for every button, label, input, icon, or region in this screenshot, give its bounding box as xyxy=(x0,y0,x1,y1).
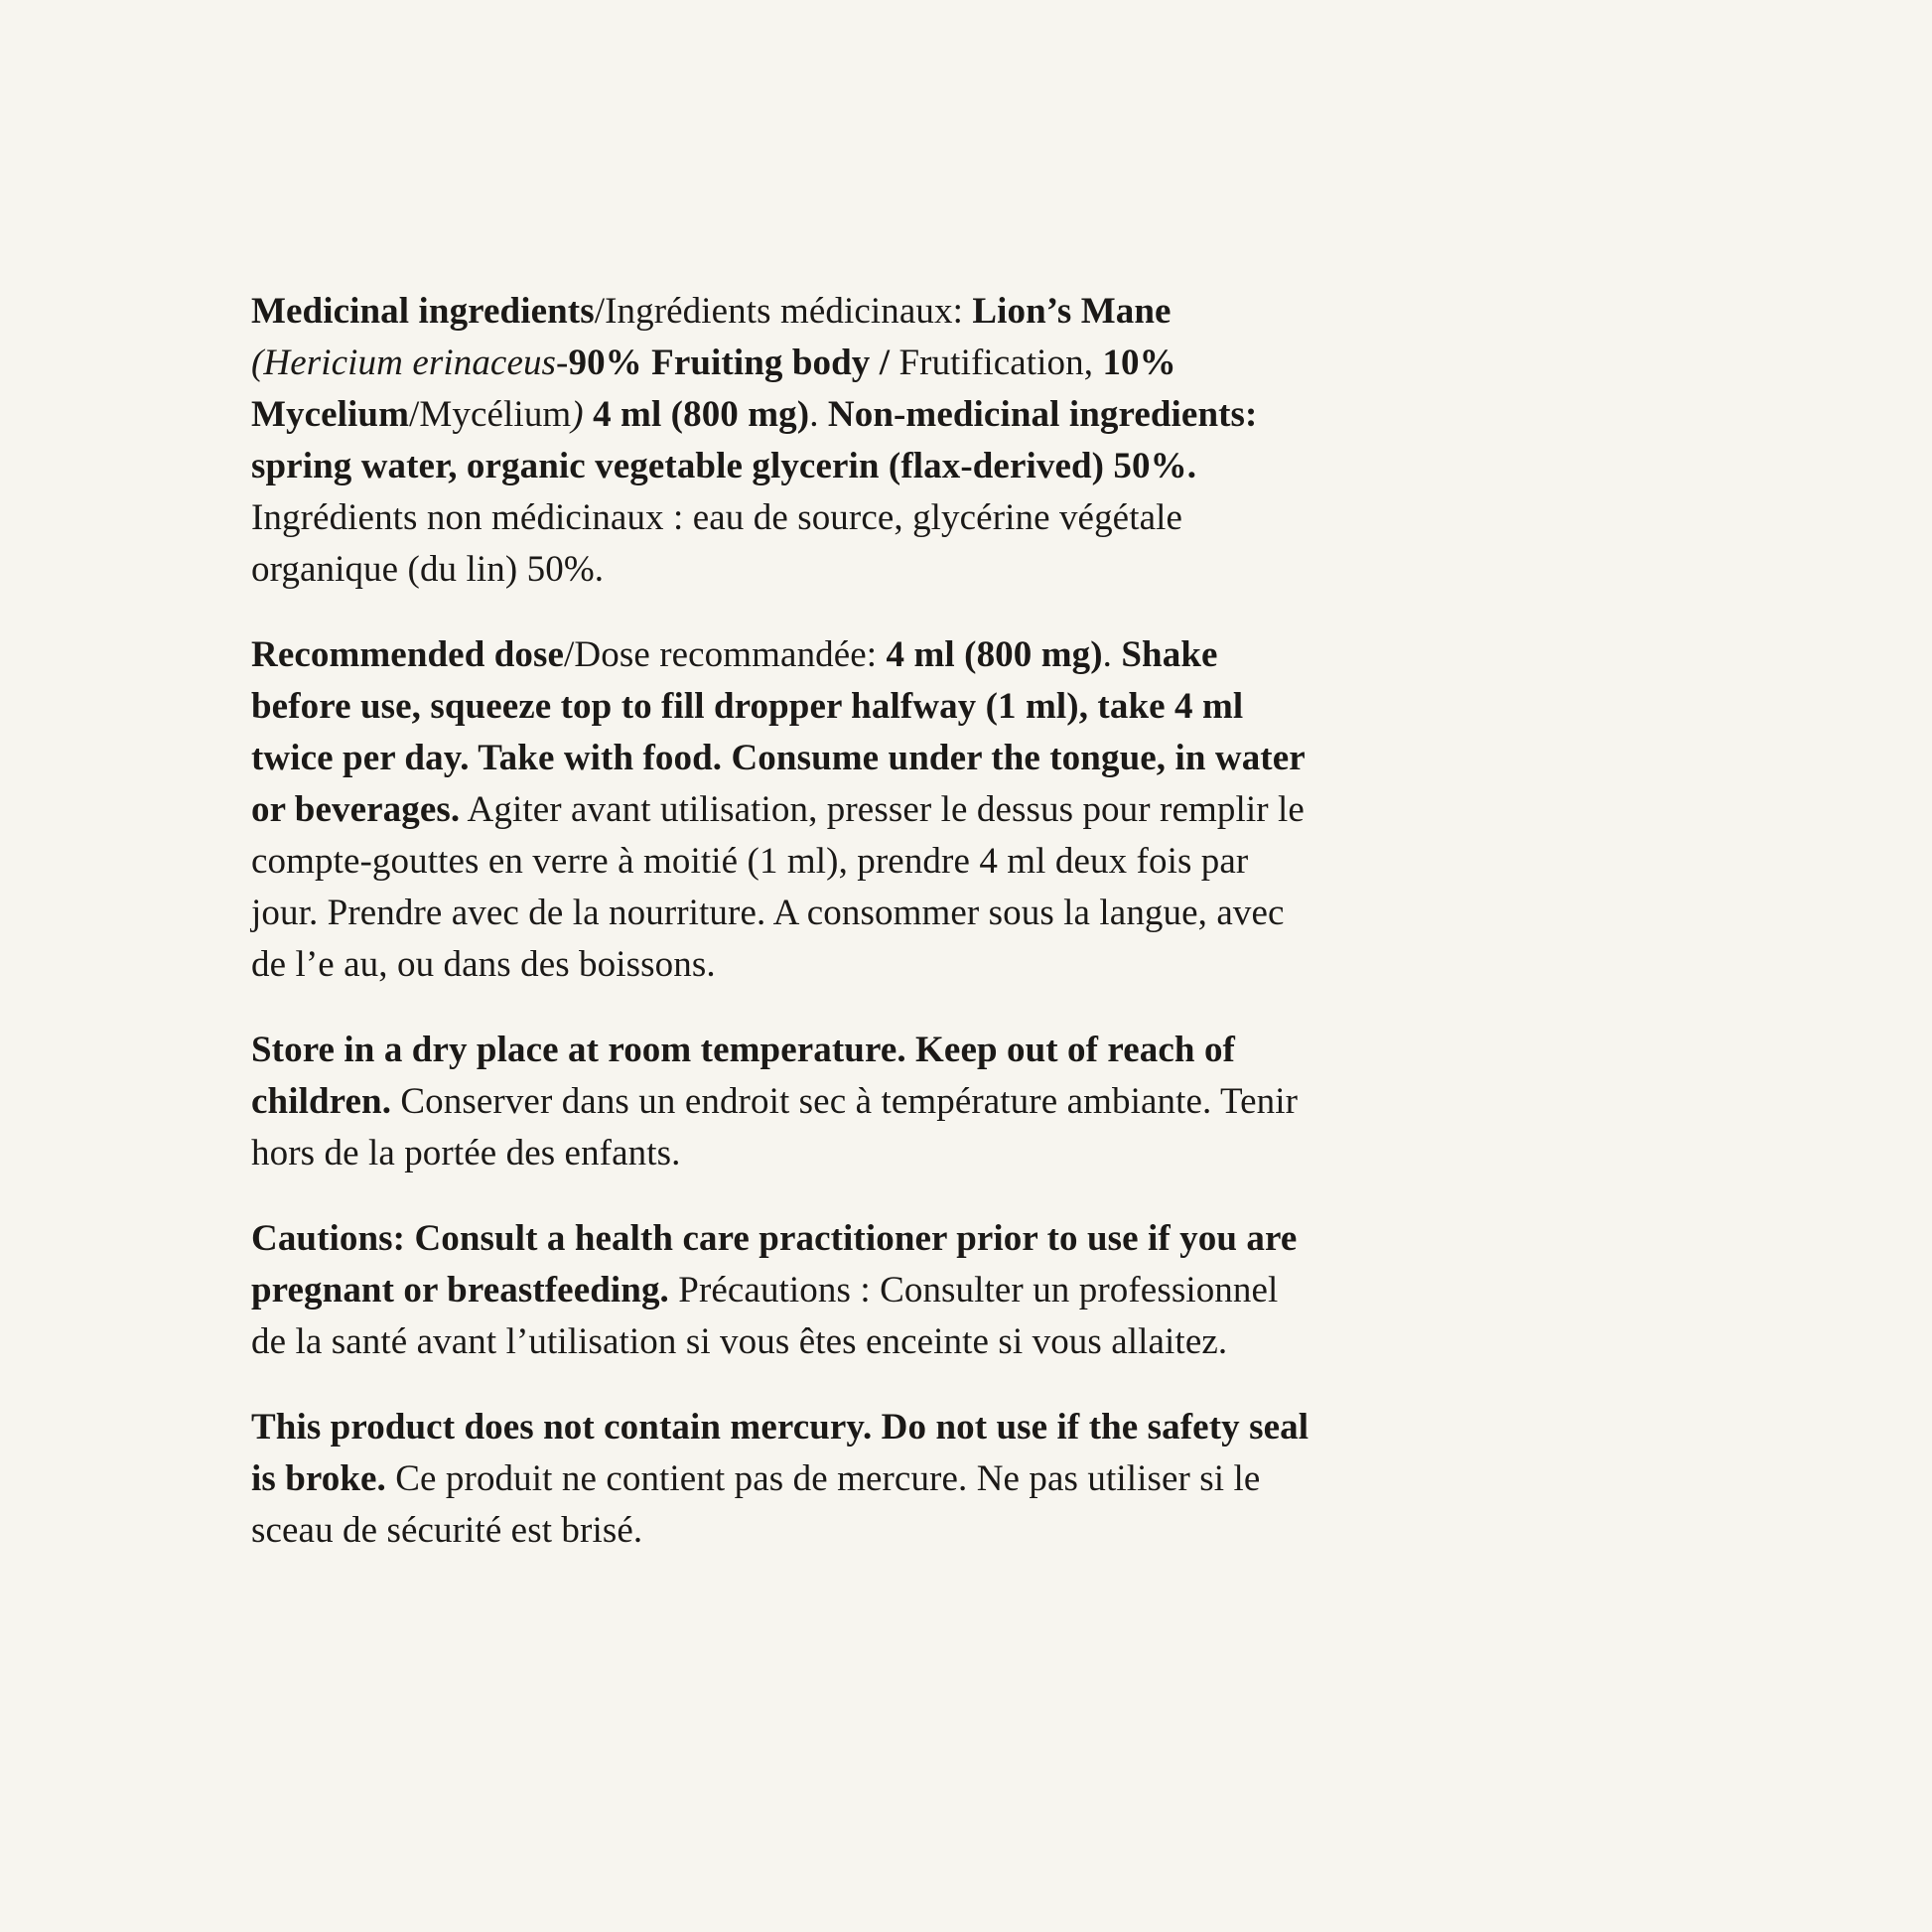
text-segment: 90% Fruiting body / xyxy=(568,343,899,383)
text-segment: /Dose recommandée: xyxy=(564,634,887,675)
text-segment: Lion’s Mane xyxy=(972,291,1172,332)
text-segment: Ce produit ne contient pas de mercure. Ne pas utiliser si le sceau de sécurité est brisé. xyxy=(251,1458,1261,1551)
text-segment: Non-medicinal ingredients: spring water, organic vegetable glycerin (flax-derived) 50%. xyxy=(251,394,1258,486)
text-segment: Ingrédients non médicinaux : eau de source, glycérine végétale organique (du lin) 50%. xyxy=(251,497,1183,590)
text-segment: Précautions : Consulter un professionnel de la santé avant l’utilisation si vous êtes enceinte si vous allaitez. xyxy=(251,1270,1279,1362)
text-segment: /Ingrédients médicinaux: xyxy=(594,291,973,332)
text-segment: This product does not contain mercury. Do not use if the safety seal is broke. xyxy=(251,1407,1310,1499)
text-segment: . xyxy=(809,394,828,435)
label-paragraph-cautions xyxy=(251,1213,1315,1368)
text-segment: . xyxy=(1102,634,1122,675)
text-segment: Medicinal ingredients xyxy=(251,291,595,332)
text-segment: (Hericium erinaceus- xyxy=(251,343,569,383)
text-segment: 10% Mycelium xyxy=(251,343,1176,435)
text-segment: Store in a dry place at room temperature. Keep out of reach of children. xyxy=(251,1030,1235,1122)
text-segment: Frutification, xyxy=(898,343,1103,383)
text-segment: ) xyxy=(571,394,594,435)
text-segment: Recommended dose xyxy=(251,634,565,675)
text-segment: /Mycélium xyxy=(409,394,572,435)
label-paragraph-recommended-dose xyxy=(251,629,1315,991)
label-paragraph-mercury-seal xyxy=(251,1402,1315,1557)
label-paragraph-storage xyxy=(251,1025,1315,1179)
label-paragraph-medicinal-ingredients xyxy=(251,286,1315,596)
text-segment: Conserver dans un endroit sec à température ambiante. Tenir hors de la portée des enfants. xyxy=(251,1081,1299,1173)
text-segment: 4 ml (800 mg) xyxy=(886,634,1103,675)
text-segment: Cautions: Consult a health care practitioner prior to use if you are pregnant or breastfeeding. xyxy=(251,1218,1298,1311)
text-segment: 4 ml (800 mg) xyxy=(593,394,810,435)
label-text-block xyxy=(251,286,1315,1590)
text-segment: Agiter avant utilisation, presser le dessus pour remplir le compte-gouttes en verre à moitié (1 ml), prendre 4 ml deux fois par jour. Prendre avec de la nourriture. A consommer sous la langue, avec de l’e au, ou dans des boissons. xyxy=(251,789,1305,985)
text-segment: Shake before use, squeeze top to fill dropper halfway (1 ml), take 4 ml twice per day. Take with food. Consume under the tongue, in water or beverages. xyxy=(251,634,1306,830)
